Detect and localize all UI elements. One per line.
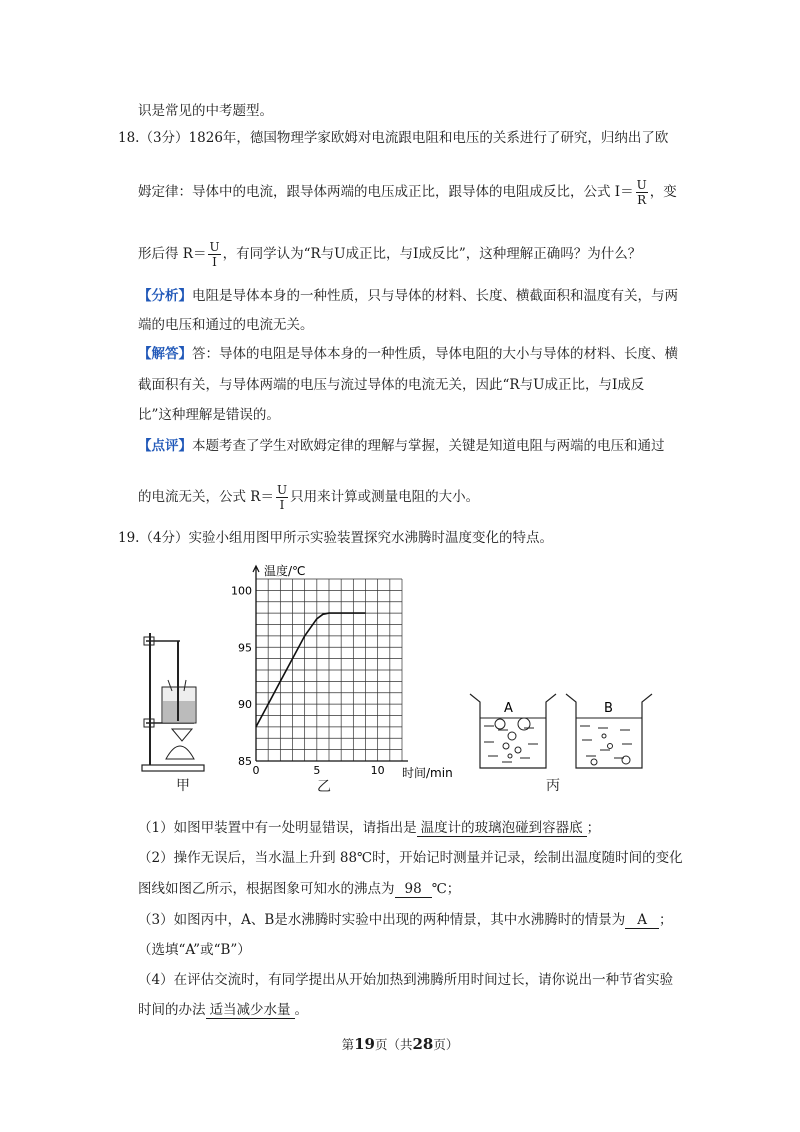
footer-total-pages: 28 [412,1035,434,1053]
y-tick-label: 95 [238,641,252,655]
formula-i-numerator: U [636,178,647,192]
q19-p4-line2 [138,1000,308,1020]
q19-p3-line1 [138,910,673,930]
q18-line2-tail: ，变 [649,184,677,200]
q19-p2-post: ℃； [431,881,461,897]
x-tick-label: 10 [370,764,385,777]
y-axis-label: 温度/℃ [264,564,306,578]
caption-bing: 丙 [546,778,560,794]
comment-tag: 【点评】 [138,438,192,454]
q19-p4-pre: 时间的办法 [138,1002,206,1018]
page-footer [0,1035,800,1053]
comment-line2-pre: 的电流无关，公式 R＝ [138,489,274,505]
q19-p1 [138,818,600,838]
q18-line2 [138,179,677,206]
formula-i-fraction [636,179,648,206]
answer-line3: 比”这种理解是错误的。 [138,407,280,423]
q18-line3-post: ，有同学认为“R与U成正比，与I成反比”，这种理解正确吗？为什么？ [222,246,642,262]
q19-p3-answer: A [625,912,659,929]
q19-p2-answer: 98 [395,881,432,898]
q19-p2-pre: 图线如图乙所示，根据图象可知水的沸点为 [138,881,395,897]
footer-post: 页） [433,1037,459,1052]
analysis-line2: 端的电压和通过的电流无关。 [138,317,314,333]
q18-line3 [138,241,641,268]
q19-p4-answer: 适当减少水量 [206,1002,295,1019]
comment-line2-post: 只用来计算或测量电阻的大小。 [290,489,480,505]
q19-p1-answer: 温度计的玻璃泡碰到容器底 [417,820,587,837]
formula-r-numerator: U [209,240,220,254]
beaker-b [566,694,652,768]
caption-jia: 甲 [176,778,190,794]
footer-page-number: 19 [354,1035,375,1053]
q19-stem: 19.（4分）实验小组用图甲所示实验装置探究水沸腾时温度变化的特点。 [118,530,554,546]
comment-line2 [138,484,479,511]
beaker-b-label: B [604,701,613,716]
comment-line1 [138,436,665,456]
footer-mid: 页（共 [374,1037,413,1052]
answer-text-1: 答：导体的电阻是导体本身的一种性质，导体电阻的大小与导体的材料、长度、横 [192,346,678,362]
x-tick-label: 5 [313,764,321,777]
formula-r-fraction [208,241,220,268]
footer-pre: 第 [341,1037,355,1052]
formula-r2-numerator: U [276,483,288,497]
answer-line2: 截面积有关，与导体两端的电压与流过导体的电流无关，因此“R与U成正比，与I成反 [138,377,645,393]
answer-tag: 【解答】 [138,346,192,362]
q19-p1-pre: （1）如图甲装置中有一处明显错误，请指出是 [138,820,417,836]
formula-r-denominator: I [212,255,217,269]
y-tick-label: 100 [231,584,252,598]
y-tick-label: 90 [238,698,252,712]
analysis-text-1: 电阻是导体本身的一种性质，只与导体的材料、长度、横截面积和温度有关，与两 [192,288,678,304]
q19-p1-post: ； [586,820,601,836]
continuation-text: 识是常见的中考题型。 [138,103,273,119]
x-tick-label: 0 [252,764,260,777]
q19-p3-pre: （3）如图丙中，A、B是水沸腾时实验中出现的两种情景，其中水沸腾时的情景为 [138,912,626,928]
beaker-a-label: A [504,701,513,716]
analysis-line1 [138,286,678,306]
formula-i-denominator: R [637,193,647,207]
caption-yi: 乙 [317,779,331,795]
q18-line3-pre: 形后得 R＝ [138,246,207,262]
q19-p4-post: 。 [294,1002,308,1018]
q19-p3-post: ； [659,912,673,928]
analysis-tag: 【分析】 [138,288,192,304]
apparatus-figure [138,625,208,773]
x-axis-label: 时间/min [402,766,453,780]
q19-p2-line1: （2）操作无误后，当水温上升到 88℃时，开始记时测量并记录，绘制出温度随时间的变化 [138,850,683,866]
beaker-a [470,694,556,768]
chart-grid [256,579,402,761]
q19-p2-line2 [138,879,460,899]
temperature-chart [224,563,464,785]
answer-line1 [138,344,678,364]
q19-p3-line2: （选填“A”或“B”） [138,942,251,958]
q18-line2-text: 姆定律：导体中的电流，跟导体两端的电压成正比，跟导体的电阻成反比，公式 I＝ [138,184,634,200]
y-tick-label: 85 [238,755,252,768]
formula-r2-denominator: I [279,498,285,512]
comment-text-1: 本题考查了学生对欧姆定律的理解与掌握，关键是知道电阻与两端的电压和通过 [192,438,665,454]
beakers-figure [468,690,668,772]
formula-r2-fraction [276,484,288,511]
q18-line1: 18.（3分）1826年，德国物理学家欧姆对电流跟电阻和电压的关系进行了研究，归纳出了欧 [118,130,669,146]
q19-p4-line1: （4）在评估交流时，有同学提出从开始加热到沸腾所用时间过长，请你说出一种节省实验 [138,972,674,988]
chart-axes [253,566,408,761]
